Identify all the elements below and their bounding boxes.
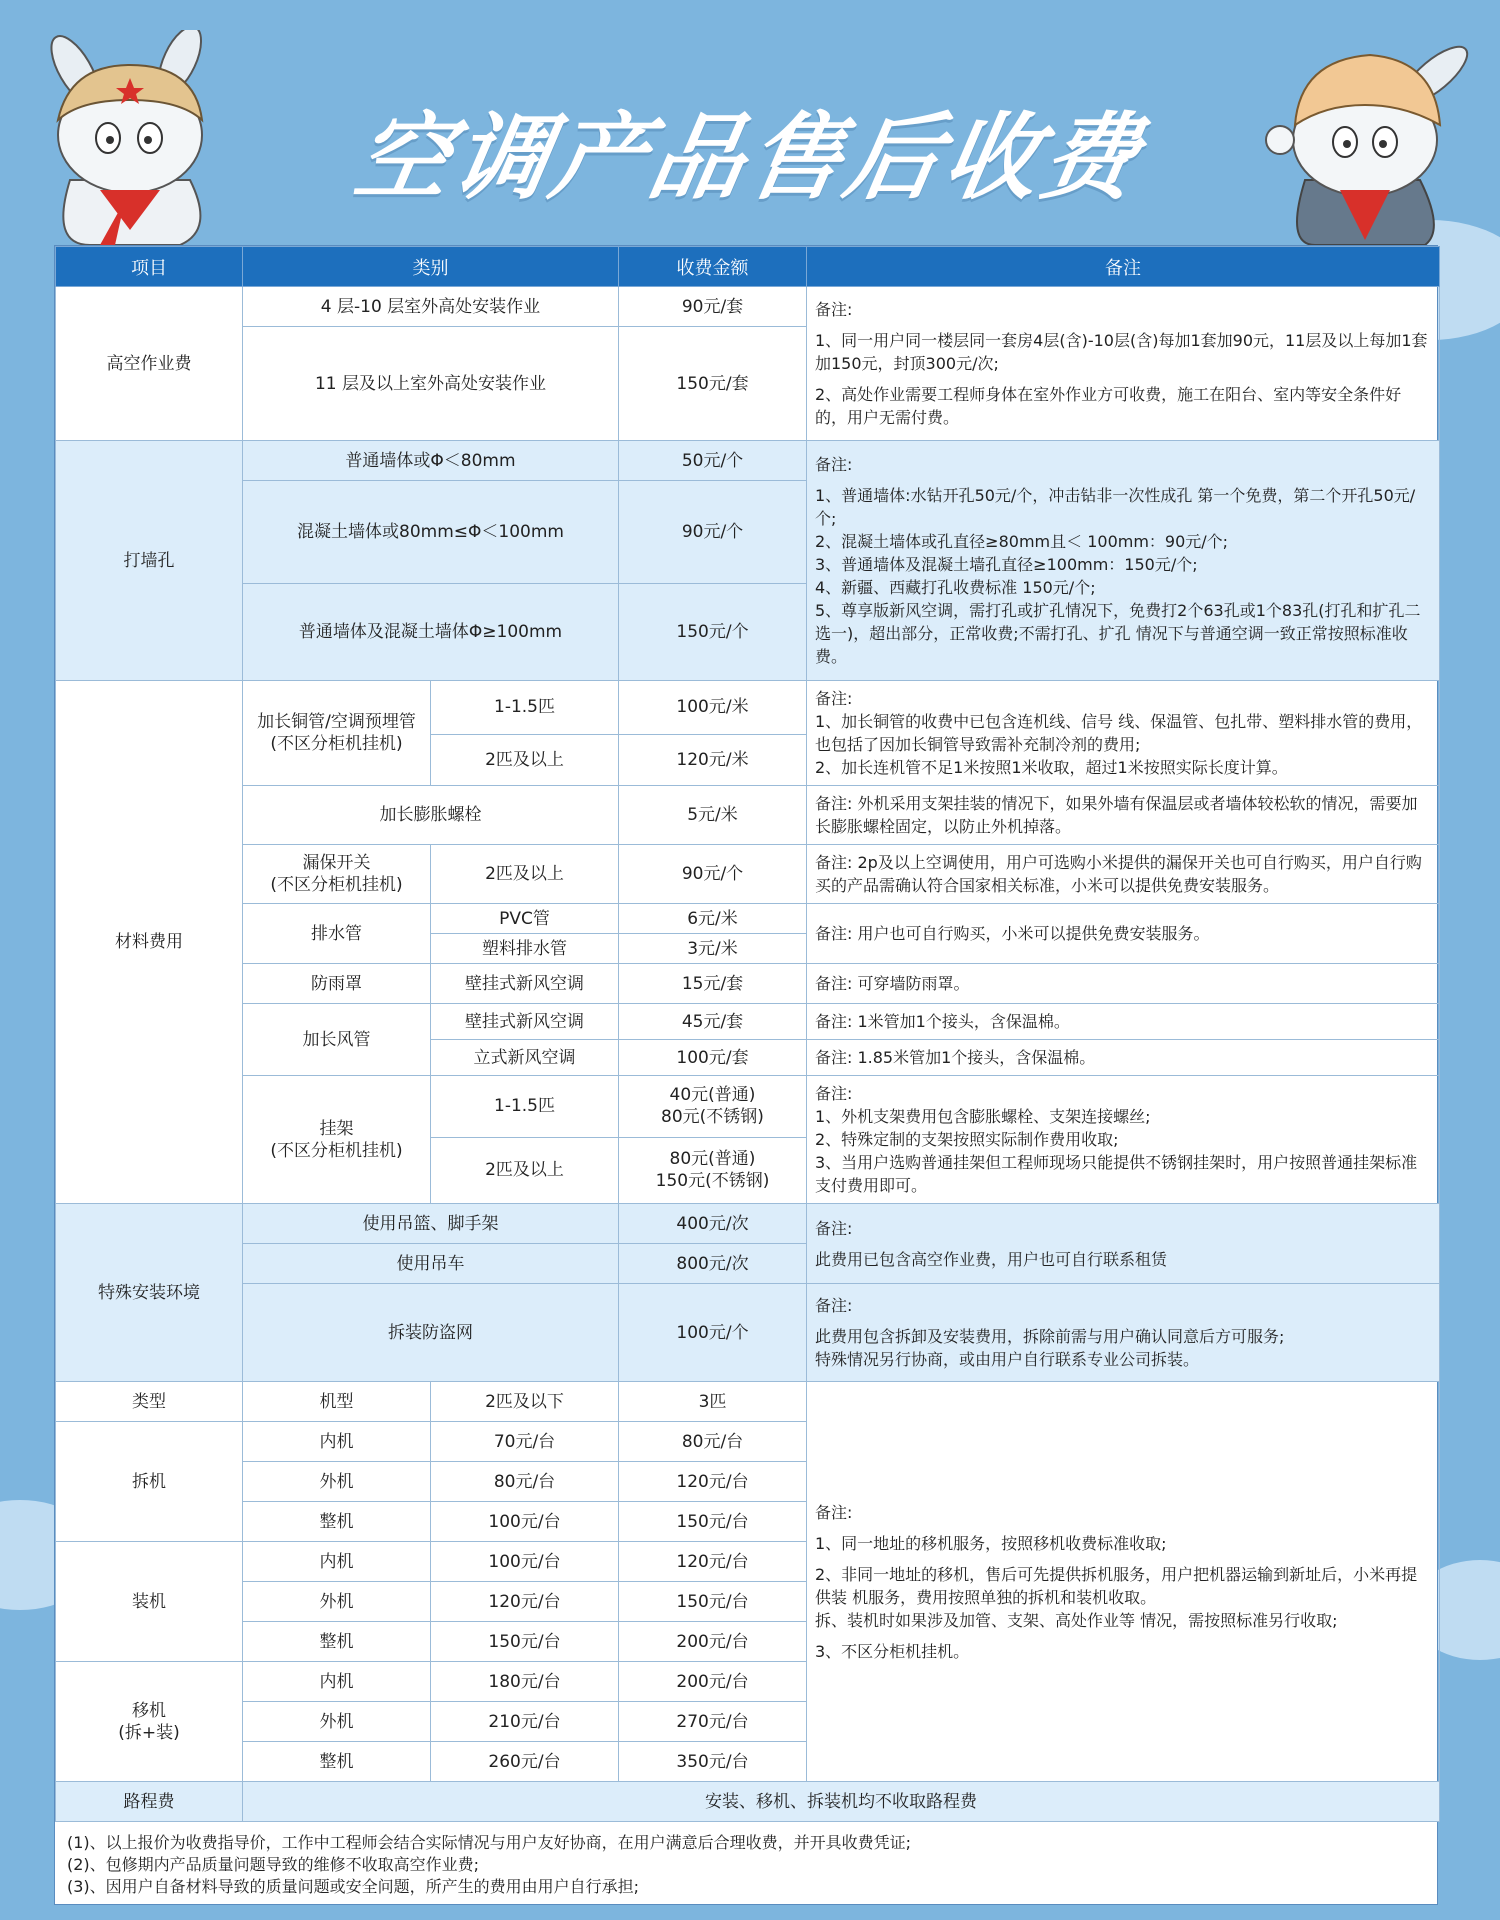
page-title: 空调产品售后收费: [346, 104, 1151, 213]
remark-line: 1、同一用户同一楼层同一套房4层(含)-10层(含)每加1套加90元，11层及以上每加1套加150元，封顶300元/次;: [815, 331, 1428, 373]
fee-cell: 15元/套: [619, 964, 807, 1004]
remark-title: 备注:: [815, 1296, 853, 1315]
footer-line: (2)、包修期内产品质量问题导致的维修不收取高空作业费;: [67, 1855, 480, 1874]
table-row: [56, 1382, 1440, 1422]
group-line: 移机: [132, 1700, 166, 1721]
table-row: [56, 904, 1440, 934]
remark-cell: 备注: 可穿墙防雨罩。: [807, 964, 1440, 1004]
table-row: [56, 1204, 1440, 1244]
spec-cell: 2匹及以上: [431, 845, 619, 904]
table-row: [56, 287, 1440, 327]
fee-line: 80元(普通): [669, 1149, 756, 1170]
remark-cell: 备注: 1.85米管加1个接头，含保温棉。: [807, 1040, 1440, 1076]
footer-notes: [55, 1822, 1437, 1908]
category-cell: 使用吊车: [243, 1244, 619, 1284]
type-header: 类型: [56, 1382, 243, 1422]
fee-cell: 120元/台: [619, 1462, 807, 1502]
fee-table: [55, 246, 1440, 1822]
fee-cell: 120元/米: [619, 734, 807, 785]
category-line: (不区分柜机挂机): [270, 734, 403, 754]
spec-cell: PVC管: [431, 904, 619, 934]
remark-cell: [807, 1204, 1440, 1284]
table-row: [56, 964, 1440, 1004]
table-row: [56, 441, 1440, 481]
remark-cell: [807, 1076, 1440, 1204]
spec-cell: 塑料排水管: [431, 934, 619, 964]
fee-cell: 800元/次: [619, 1244, 807, 1284]
part-cell: 整机: [243, 1502, 431, 1542]
fee-cell: 120元/台: [431, 1582, 619, 1622]
spec-cell: 1-1.5匹: [431, 1076, 619, 1138]
category-cell: 排水管: [243, 904, 431, 964]
category-line: 漏保开关: [302, 853, 371, 873]
fee-cell: 150元/套: [619, 327, 807, 441]
table-row: [56, 1004, 1440, 1040]
spec-cell: 壁挂式新风空调: [431, 964, 619, 1004]
fee-cell: 90元/个: [619, 481, 807, 584]
fee-cell: 200元/台: [619, 1662, 807, 1702]
remark-cell: 备注: 1米管加1个接头，含保温棉。: [807, 1004, 1440, 1040]
fee-cell: 5元/米: [619, 786, 807, 845]
fee-cell: 100元/米: [619, 681, 807, 735]
travel-value: 安装、移机、拆装机均不收取路程费: [243, 1782, 1440, 1822]
fee-cell: 100元/台: [431, 1502, 619, 1542]
remark-line: 拆、装机时如果涉及加管、支架、高处作业等 情况，需按照标准另行收取;: [815, 1610, 1338, 1630]
remark-cell: [807, 1382, 1440, 1782]
remark-title: 备注:: [815, 1218, 853, 1238]
fee-cell: 150元/台: [431, 1622, 619, 1662]
fee-cell: 200元/台: [619, 1622, 807, 1662]
fee-line: 80元(不锈钢): [661, 1107, 764, 1128]
header-remark: 备注: [807, 247, 1440, 287]
table-header: [56, 247, 1440, 287]
fee-line: 150元(不锈钢): [655, 1171, 770, 1192]
capacity-header: 3匹: [619, 1382, 807, 1422]
category-cell: [243, 845, 431, 904]
part-cell: 内机: [243, 1422, 431, 1462]
fee-cell: 270元/台: [619, 1702, 807, 1742]
fee-cell: 100元/套: [619, 1040, 807, 1076]
category-cell: 混凝土墙体或80mm≤Φ＜100mm: [243, 481, 619, 584]
spec-cell: 2匹及以上: [431, 1137, 619, 1203]
fee-cell: 90元/个: [619, 845, 807, 904]
fee-cell: [619, 1137, 807, 1203]
remark-title: 备注:: [815, 689, 853, 708]
remark-cell: [807, 1284, 1440, 1382]
remark-line: 此费用包含拆卸及安装费用，拆除前需与用户确认同意后方可服务;: [815, 1327, 1285, 1346]
fee-cell: 150元/台: [619, 1582, 807, 1622]
footer-line: (3)、因用户自备材料导致的质量问题或安全问题，所产生的费用由用户自行承担;: [67, 1877, 640, 1896]
remark-line: 4、新疆、西藏打孔收费标准 150元/个;: [815, 578, 1096, 597]
fee-cell: 350元/台: [619, 1742, 807, 1782]
category-cell: 11 层及以上室外高处安装作业: [243, 327, 619, 441]
capacity-header: 2匹及以下: [431, 1382, 619, 1422]
fee-cell: 400元/次: [619, 1204, 807, 1244]
spec-cell: 立式新风空调: [431, 1040, 619, 1076]
footer-line: (1)、以上报价为收费指导价，工作中工程师会结合实际情况与用户友好协商，在用户满意后合理收费，并开具收费凭证;: [67, 1833, 912, 1852]
part-cell: 外机: [243, 1582, 431, 1622]
remark-title: 备注:: [815, 1084, 853, 1103]
category-cell: 使用吊篮、脚手架: [243, 1204, 619, 1244]
table-row: [56, 1284, 1440, 1382]
remark-line: 1、加长铜管的收费中已包含连机线、信号 线、保温管、包扎带、塑料排水管的费用，也包括了因加长铜管导致需补充制冷剂的费用;: [815, 712, 1423, 754]
spec-cell: 壁挂式新风空调: [431, 1004, 619, 1040]
fee-cell: 80元/台: [619, 1422, 807, 1462]
item-material: 材料费用: [56, 681, 243, 1204]
item-special: 特殊安装环境: [56, 1204, 243, 1382]
remark-line: 2、混凝土墙体或孔直径≥80mm且＜ 100mm：90元/个;: [815, 532, 1229, 551]
category-cell: 4 层-10 层室外高处安装作业: [243, 287, 619, 327]
fee-cell: 100元/个: [619, 1284, 807, 1382]
header-fee: 收费金额: [619, 247, 807, 287]
fee-cell: 90元/套: [619, 287, 807, 327]
category-line: 挂架: [319, 1118, 354, 1139]
part-cell: 内机: [243, 1662, 431, 1702]
fee-cell: 45元/套: [619, 1004, 807, 1040]
remark-line: 2、加长连机管不足1米按照1米收取，超过1米按照实际长度计算。: [815, 758, 1288, 777]
remark-line: 5、尊享版新风空调，需打孔或扩孔情况下，免费打2个63孔或1个83孔(打孔和扩孔二选一)，超出部分，正常收费;不需打孔、扩孔 情况下与普通空调一致正常按照标准收费。: [815, 601, 1421, 666]
fee-cell: 180元/台: [431, 1662, 619, 1702]
fee-cell: 100元/台: [431, 1542, 619, 1582]
category-cell: 加长膨胀螺栓: [243, 786, 619, 845]
remark-line: 3、当用户选购普通挂架但工程师现场只能提供不锈钢挂架时，用户按照普通挂架标准支付费用即可。: [815, 1153, 1418, 1195]
remark-line: 此费用已包含高空作业费，用户也可自行联系租赁: [815, 1249, 1168, 1269]
part-cell: 内机: [243, 1542, 431, 1582]
table-row: [56, 681, 1440, 735]
remark-line: 2、高处作业需要工程师身体在室外作业方可收费，施工在阳台、室内等安全条件好的，用户无需付费。: [815, 385, 1402, 427]
category-cell: 防雨罩: [243, 964, 431, 1004]
fee-cell: 210元/台: [431, 1702, 619, 1742]
remark-line: 3、不区分柜机挂机。: [815, 1641, 970, 1661]
category-cell: 普通墙体及混凝土墙体Φ≥100mm: [243, 584, 619, 681]
item-travel: 路程费: [56, 1782, 243, 1822]
model-header: 机型: [243, 1382, 431, 1422]
table-row: [56, 1782, 1440, 1822]
fee-cell: 150元/台: [619, 1502, 807, 1542]
category-cell: 普通墙体或Φ＜80mm: [243, 441, 619, 481]
fee-cell: 80元/台: [431, 1462, 619, 1502]
category-line: (不区分柜机挂机): [270, 875, 403, 895]
remark-line: 2、特殊定制的支架按照实际制作费用收取;: [815, 1130, 1119, 1149]
remark-line: 2、非同一地址的移机，售后可先提供拆机服务，用户把机器运输到新址后，小米再提供装 机服务，费用按照单独的拆机和装机收取。: [815, 1564, 1418, 1607]
header-category: 类别: [243, 247, 619, 287]
remark-cell: [807, 681, 1440, 786]
fee-cell: 70元/台: [431, 1422, 619, 1462]
category-cell: [243, 1076, 431, 1204]
category-line: (不区分柜机挂机): [270, 1140, 403, 1161]
fee-sheet: [54, 245, 1438, 1905]
spec-cell: 2匹及以上: [431, 734, 619, 785]
remark-cell: 备注: 2p及以上空调使用，用户可选购小米提供的漏保开关也可自行购买，用户自行购买的产品需确认符合国家相关标准，小米可以提供免费安装服务。: [807, 845, 1440, 904]
fee-cell: 150元/个: [619, 584, 807, 681]
table-row: [56, 845, 1440, 904]
remark-line: 特殊情况另行协商，或由用户自行联系专业公司拆装。: [815, 1350, 1200, 1369]
remark-cell: 备注: 用户也可自行购买，小米可以提供免费安装服务。: [807, 904, 1440, 964]
part-cell: 外机: [243, 1702, 431, 1742]
item-high: 高空作业费: [56, 287, 243, 441]
header-item: 项目: [56, 247, 243, 287]
group-name: 装机: [56, 1542, 243, 1662]
remark-title: 备注:: [815, 300, 853, 319]
fee-cell: [619, 1076, 807, 1138]
group-line: (拆+装): [118, 1722, 180, 1743]
spec-cell: 1-1.5匹: [431, 681, 619, 735]
table-row: [56, 786, 1440, 845]
fee-cell: 3元/米: [619, 934, 807, 964]
remark-cell: 备注: 外机采用支架挂装的情况下，如果外墙有保温层或者墙体较松软的情况，需要加长膨胀螺栓固定，以防止外机掉落。: [807, 786, 1440, 845]
group-name: [56, 1662, 243, 1782]
fee-cell: 120元/台: [619, 1542, 807, 1582]
group-name: 拆机: [56, 1422, 243, 1542]
remark-line: 1、普通墙体:水钻开孔50元/个，冲击钻非一次性成孔 第一个免费，第二个开孔50元/个;: [815, 486, 1416, 528]
part-cell: 整机: [243, 1622, 431, 1662]
category-cell: 加长风管: [243, 1004, 431, 1076]
remark-title: 备注:: [815, 455, 853, 474]
fee-cell: 50元/个: [619, 441, 807, 481]
fee-line: 40元(普通): [669, 1085, 756, 1106]
remark-line: 1、外机支架费用包含膨胀螺栓、支架连接螺丝;: [815, 1107, 1151, 1126]
remark-cell: [807, 441, 1440, 681]
part-cell: 整机: [243, 1742, 431, 1782]
table-row: [56, 1076, 1440, 1138]
category-cell: 拆装防盗网: [243, 1284, 619, 1382]
category-cell: [243, 681, 431, 786]
remark-cell: [807, 287, 1440, 441]
category-line: 加长铜管/空调预埋管: [257, 712, 416, 732]
fee-cell: 260元/台: [431, 1742, 619, 1782]
remark-line: 1、同一地址的移机服务，按照移机收费标准收取;: [815, 1533, 1167, 1553]
part-cell: 外机: [243, 1462, 431, 1502]
item-drill: 打墙孔: [56, 441, 243, 681]
remark-line: 3、普通墙体及混凝土墙孔直径≥100mm：150元/个;: [815, 555, 1198, 574]
fee-cell: 6元/米: [619, 904, 807, 934]
remark-title: 备注:: [815, 1502, 853, 1522]
